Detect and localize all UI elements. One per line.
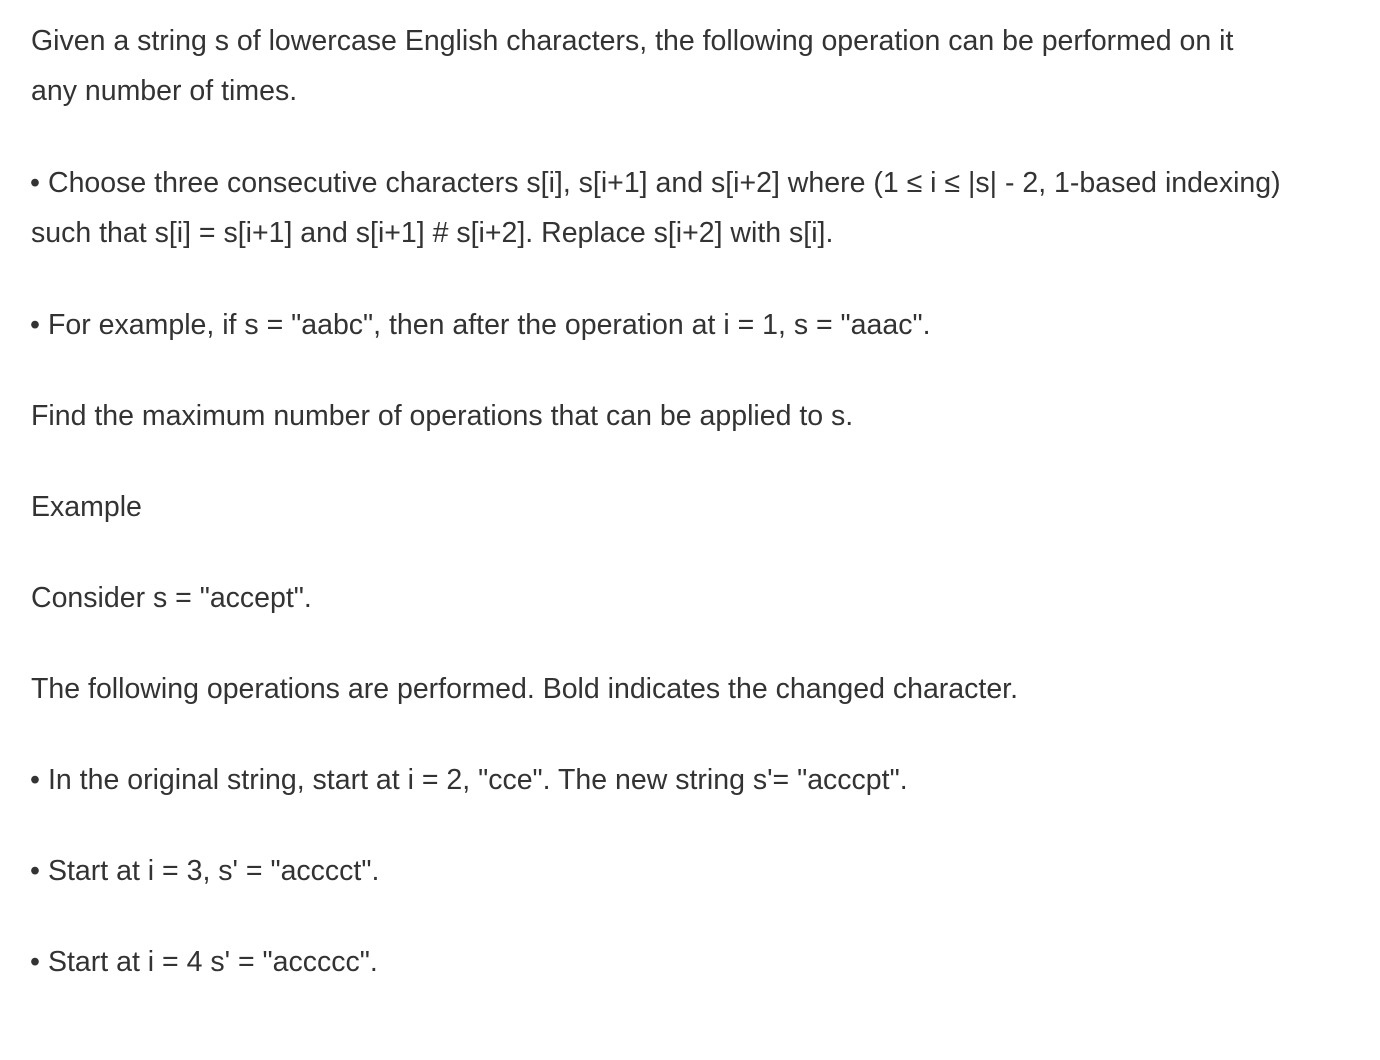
intro-line-2: any number of times.: [31, 75, 298, 107]
step-text: Start at i = 3, s' = "acccct".: [48, 855, 380, 887]
consider-paragraph: Consider s = "accept".: [31, 582, 312, 614]
step-text: In the original string, start at i = 2, "cce". The new string s'= "acccpt".: [48, 764, 908, 796]
bullet-icon: •: [30, 855, 40, 887]
bullet-icon: •: [30, 309, 40, 341]
example-rule-text: For example, if s = "aabc", then after the operation at i = 1, s = "aaac".: [48, 309, 931, 341]
example-heading: Example: [31, 491, 142, 523]
rule-text-1: Choose three consecutive characters s[i], s[i+1] and s[i+2] where (1 ≤ i ≤ |s| - 2, 1-based indexing): [48, 167, 1281, 199]
task-paragraph: Find the maximum number of operations that can be applied to s.: [31, 400, 854, 432]
rule-bullet-item: [31, 158, 1361, 258]
step-text: Start at i = 4 s' = "accccc".: [48, 946, 378, 978]
rule-line-1: [31, 158, 1361, 208]
bullet-icon: •: [30, 167, 40, 199]
intro-line-1: Given a string s of lowercase English characters, the following operation can be performed on it: [31, 25, 1234, 57]
step-item: [31, 755, 1361, 805]
step-item: [31, 937, 1361, 987]
bullet-icon: •: [30, 764, 40, 796]
rule-line-2: such that s[i] = s[i+1] and s[i+1] # s[i+2]. Replace s[i+2] with s[i].: [31, 217, 834, 249]
operations-intro: The following operations are performed. Bold indicates the changed character.: [31, 673, 1019, 705]
step-item: [31, 846, 1361, 896]
example-rule-bullet-item: [31, 300, 1361, 350]
bullet-icon: •: [30, 946, 40, 978]
intro-paragraph: [31, 16, 1361, 116]
